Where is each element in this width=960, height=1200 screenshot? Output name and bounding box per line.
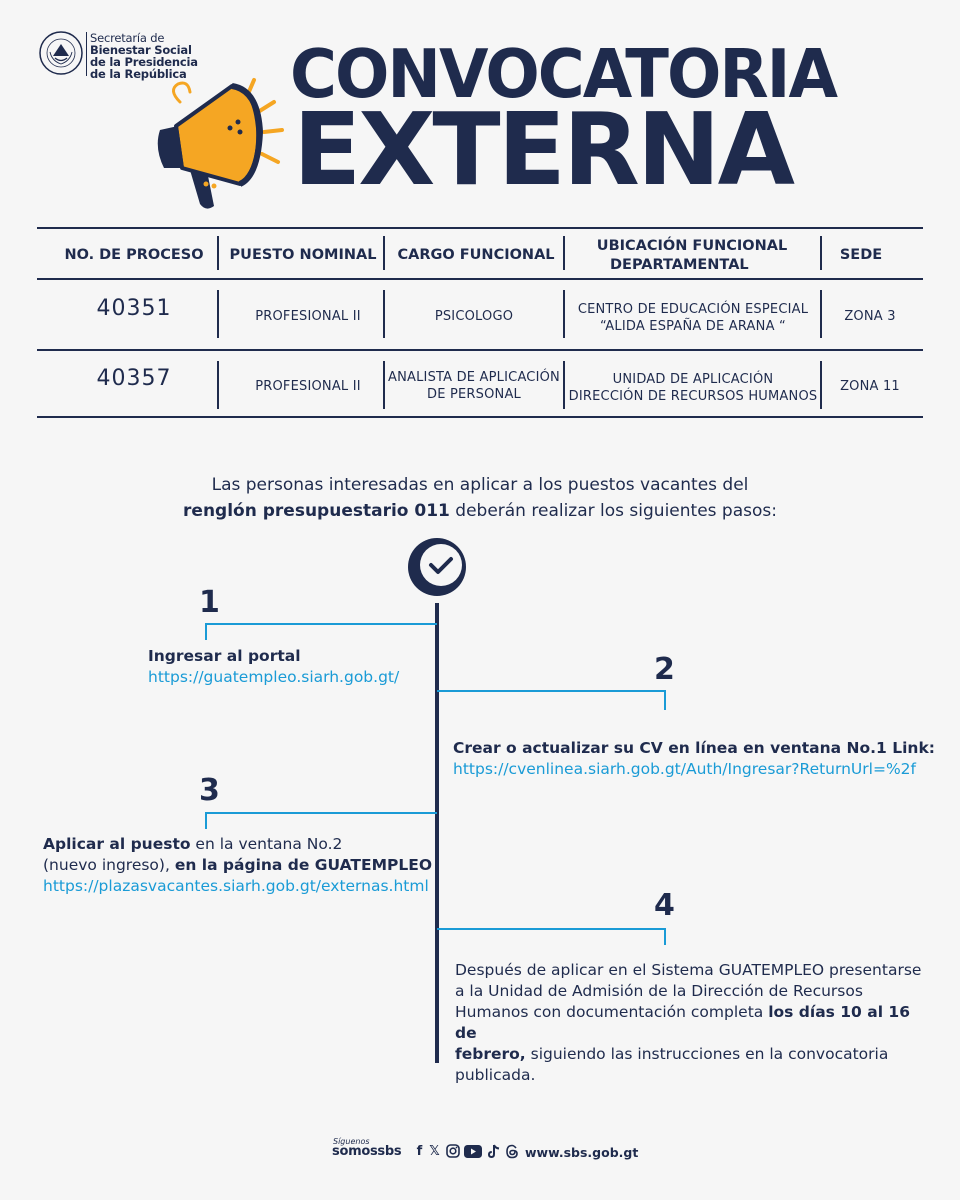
- logo-divider: [86, 32, 87, 76]
- column-divider: [820, 290, 822, 338]
- x-icon[interactable]: 𝕏: [429, 1143, 440, 1159]
- step4-line-e: publicada.: [455, 1066, 536, 1084]
- step2-connector: [437, 690, 666, 692]
- row2-proceso: 40357: [96, 366, 172, 391]
- step4-connector-tick: [664, 928, 666, 945]
- step3-text: [43, 834, 435, 897]
- row1-ubicacion: [566, 301, 820, 335]
- megaphone-icon: [150, 72, 300, 214]
- column-divider: [217, 361, 219, 409]
- header-puesto: PUESTO NOMINAL: [229, 247, 377, 263]
- intro-line2: [100, 498, 860, 524]
- row1-proceso: 40351: [96, 296, 172, 321]
- youtube-icon[interactable]: [463, 1143, 483, 1159]
- step3-connector-tick: [205, 812, 207, 829]
- seal-icon: [38, 30, 84, 76]
- youtube-glyph: [464, 1145, 482, 1158]
- brand-handle: somossbs: [332, 1144, 402, 1159]
- table-row-border: [37, 349, 923, 351]
- step1-number: 1: [199, 585, 220, 620]
- step4-line-b: a la Unidad de Admisión de la Dirección de Recursos: [455, 982, 863, 1000]
- step4-text-d: siguiendo las instrucciones en la convocatoria: [525, 1045, 889, 1063]
- step4-text: [455, 960, 935, 1086]
- step3-connector: [205, 812, 437, 814]
- instagram-glyph: [446, 1144, 460, 1158]
- header-ubicacion: [568, 237, 816, 275]
- step4-line-a: Después de aplicar en el Sistema GUATEMPLEO presentarse: [455, 961, 922, 979]
- tiktok-icon[interactable]: [486, 1143, 501, 1159]
- step3-number: 3: [199, 773, 220, 808]
- instagram-icon[interactable]: [445, 1143, 460, 1159]
- intro-line2-rest: deberán realizar los siguientes pasos:: [449, 501, 777, 521]
- intro-text: [100, 472, 860, 524]
- intro-bold: renglón presupuestario 011: [183, 501, 450, 521]
- header-ubicacion-line1: UBICACIÓN FUNCIONAL: [596, 238, 788, 254]
- step2-number: 2: [654, 652, 675, 687]
- row2-cargo-line2: DE PERSONAL: [427, 387, 521, 402]
- row1-puesto: PROFESIONAL II: [255, 309, 361, 324]
- step4-number: 4: [654, 888, 675, 923]
- step2-bold: Crear o actualizar su CV en línea en ventana No.1 Link:: [453, 739, 935, 757]
- step1-link[interactable]: https://guatempleo.siarh.gob.gt/: [148, 668, 400, 686]
- facebook-icon[interactable]: f: [416, 1143, 423, 1159]
- institution-seal: [38, 30, 84, 76]
- header-cargo: CARGO FUNCIONAL: [397, 247, 555, 263]
- row1-ubicacion-line2: “ALIDA ESPAÑA DE ARANA “: [600, 319, 786, 334]
- step2-text: [453, 738, 953, 780]
- header-proceso: NO. DE PROCESO: [64, 247, 204, 263]
- row1-ubicacion-line1: CENTRO DE EDUCACIÓN ESPECIAL: [577, 302, 809, 317]
- table-top-border: [37, 227, 923, 229]
- column-divider: [217, 236, 219, 270]
- table-header-border: [37, 278, 923, 280]
- column-divider: [820, 361, 822, 409]
- institution-line: Bienestar Social: [90, 43, 192, 57]
- title-externa: EXTERNA: [293, 91, 793, 208]
- threads-icon[interactable]: [504, 1143, 519, 1159]
- website-url[interactable]: www.sbs.gob.gt: [525, 1145, 639, 1160]
- table-bottom-border: [37, 416, 923, 418]
- step1-connector: [205, 623, 437, 625]
- row2-cargo-line1: ANALISTA DE APLICACIÓN: [388, 370, 560, 385]
- step4-connector: [437, 928, 666, 930]
- institution-line: de la República: [90, 67, 187, 81]
- megaphone-illustration: [150, 72, 300, 214]
- step3-link[interactable]: https://plazasvacantes.siarh.gob.gt/externas.html: [43, 877, 429, 895]
- row2-ubicacion: [566, 371, 820, 405]
- step4-bold-b: febrero,: [455, 1045, 526, 1063]
- intro-line1: Las personas interesadas en aplicar a los puestos vacantes del: [211, 475, 749, 495]
- header-ubicacion-line2: DEPARTAMENTAL: [610, 257, 749, 273]
- title-convocatoria: CONVOCATORIA: [290, 36, 836, 114]
- step3-bold-b: en la página de GUATEMPLEO: [174, 856, 432, 874]
- step1-bold: Ingresar al portal: [148, 647, 301, 665]
- follow-label: Síguenos: [333, 1137, 370, 1146]
- column-divider: [563, 361, 565, 409]
- step4-text-c: Humanos con documentación completa: [455, 1003, 769, 1021]
- row2-sede: ZONA 11: [840, 379, 900, 394]
- column-divider: [563, 236, 565, 270]
- header-sede: SEDE: [839, 247, 883, 263]
- tiktok-glyph: [487, 1144, 500, 1159]
- column-divider: [217, 290, 219, 338]
- step4-bold-a: los días 10 al 16 de: [455, 1003, 910, 1042]
- row2-puesto: PROFESIONAL II: [255, 379, 361, 394]
- row2-ubicacion-line2: DIRECCIÓN DE RECURSOS HUMANOS: [568, 389, 818, 404]
- row1-cargo: PSICOLOGO: [434, 309, 514, 324]
- institution-line: de la Presidencia: [90, 55, 198, 69]
- column-divider: [820, 236, 822, 270]
- step1-connector-tick: [205, 623, 207, 640]
- step3-bold-a: Aplicar al puesto: [43, 835, 191, 853]
- step2-connector-tick: [664, 690, 666, 710]
- row1-sede: ZONA 3: [844, 309, 896, 324]
- row2-cargo: [385, 369, 563, 403]
- step2-link[interactable]: https://cvenlinea.siarh.gob.gt/Auth/Ingresar?ReturnUrl=%2f: [453, 760, 916, 778]
- column-divider: [563, 290, 565, 338]
- institution-line: Secretaría de: [90, 31, 165, 45]
- row2-ubicacion-line1: UNIDAD DE APLICACIÓN: [612, 372, 774, 387]
- step3-text-a: en la ventana No.2: [190, 835, 343, 853]
- step1-text: [148, 646, 438, 688]
- check-badge: [405, 537, 469, 599]
- check-circle-icon: [405, 537, 469, 599]
- threads-glyph: [505, 1144, 519, 1159]
- step3-text-b: (nuevo ingreso),: [43, 856, 175, 874]
